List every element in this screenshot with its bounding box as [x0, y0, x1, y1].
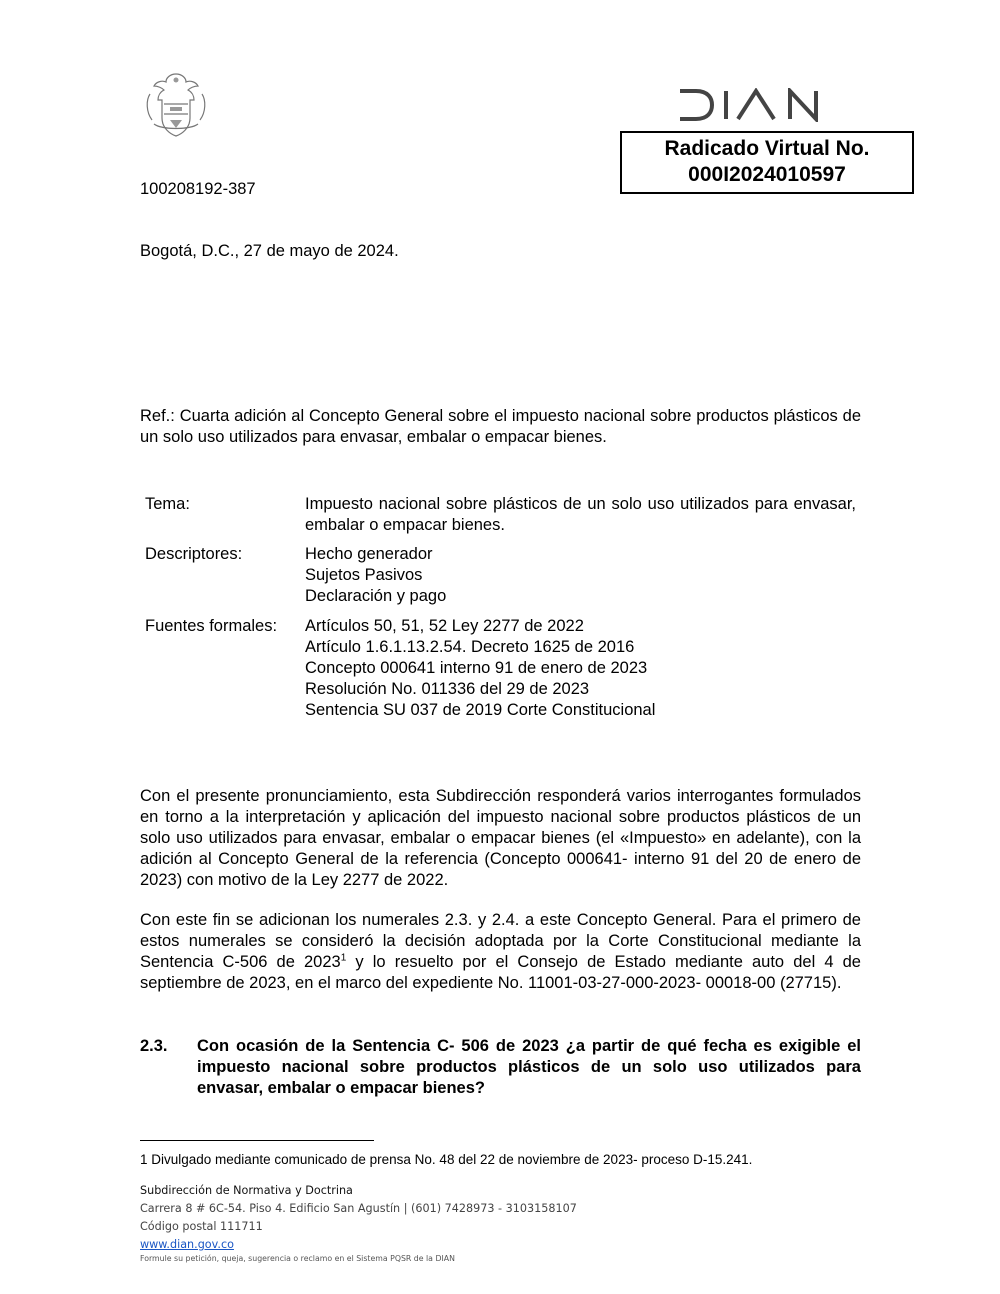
dian-logo	[678, 88, 858, 122]
paragraph-text: Con este fin se adicionan los numerales 2.3. y 2.4. a este Concepto General. Para el primero de estos numerales se consideró la decisión adoptada por la Corte Constitucional mediante la Sentencia C-506 de 2023	[140, 911, 861, 971]
body-paragraph-1: Con el presente pronunciamiento, esta Subdirección responderá varios interrogantes formulados en torno a la interpretación y aplicación del impuesto nacional sobre productos plásticos de un solo uso utilizados para envasar, embalar o empacar bienes (el «Impuesto» en adelante), con la adición al Concepto General de la referencia (Concepto 000641- interno 91 del 20 de enero de 2023) con motivo de la Ley 2277 de 2022.	[140, 787, 861, 889]
radicado-label: Radicado Virtual No.	[664, 137, 870, 160]
fuente-item: Sentencia SU 037 de 2019 Corte Constitucional	[305, 701, 656, 719]
footnote-marker: 1	[340, 952, 347, 964]
radicado-box	[620, 131, 914, 194]
radicado-number: 000I2024010597	[688, 163, 846, 186]
tema-label: Tema:	[145, 495, 190, 513]
place-and-date: Bogotá, D.C., 27 de mayo de 2024.	[140, 242, 399, 260]
descriptor-item: Sujetos Pasivos	[305, 566, 423, 584]
body-paragraph-2	[140, 910, 861, 994]
footer-postal-code: Código postal 111711	[140, 1220, 263, 1233]
footer-department: Subdirección de Normativa y Doctrina	[140, 1184, 353, 1197]
document-number: 100208192-387	[140, 180, 256, 198]
fuentes-label: Fuentes formales:	[145, 617, 278, 635]
dian-logo-text: DIAN	[678, 88, 681, 89]
descriptor-item: Declaración y pago	[305, 587, 447, 605]
fuentes-list	[305, 616, 856, 721]
footer-website-link[interactable]: www.dian.gov.co	[140, 1238, 234, 1251]
fuente-item: Resolución No. 011336 del 29 de 2023	[305, 680, 590, 698]
reference-line: Ref.: Cuarta adición al Concepto General sobre el impuesto nacional sobre productos plásticos de un solo uso utilizados para envasar, embalar o empacar bienes.	[140, 407, 861, 446]
footnote: 1 Divulgado mediante comunicado de prensa No. 48 del 22 de noviembre de 2023- proceso D-15.241.	[140, 1152, 753, 1167]
fuente-item: Artículo 1.6.1.13.2.54. Decreto 1625 de 2016	[305, 638, 635, 656]
paragraph-text: y lo resuelto por el Consejo de Estado mediante auto del 4 de septiembre de 2023, en el marco del expediente No. 11001-03-27-000-2023- 00018-00 (27715).	[140, 953, 861, 992]
footnote-divider	[140, 1140, 374, 1141]
tema-value: Impuesto nacional sobre plásticos de un solo uso utilizados para envasar, embalar o empacar bienes.	[305, 495, 856, 534]
question-number: 2.3.	[140, 1037, 168, 1055]
fuente-item: Concepto 000641 interno 91 de enero de 2023	[305, 659, 648, 677]
descriptor-item: Hecho generador	[305, 545, 433, 563]
footer-address: Carrera 8 # 6C-54. Piso 4. Edificio San Agustín | (601) 7428973 - 3103158107	[140, 1202, 577, 1215]
question-heading: Con ocasión de la Sentencia C- 506 de 2023 ¿a partir de qué fecha es exigible el impuesto nacional sobre productos plásticos de un solo uso utilizados para envasar, embalar o empacar bienes?	[197, 1037, 861, 1097]
descriptores-list	[305, 544, 856, 607]
fuente-item: Artículos 50, 51, 52 Ley 2277 de 2022	[305, 617, 584, 635]
descriptores-label: Descriptores:	[145, 545, 243, 563]
coat-of-arms-logo	[140, 70, 212, 140]
footer-pqsr-note: Formule su petición, queja, sugerencia o reclamo en el Sistema PQSR de la DIAN	[140, 1254, 455, 1263]
